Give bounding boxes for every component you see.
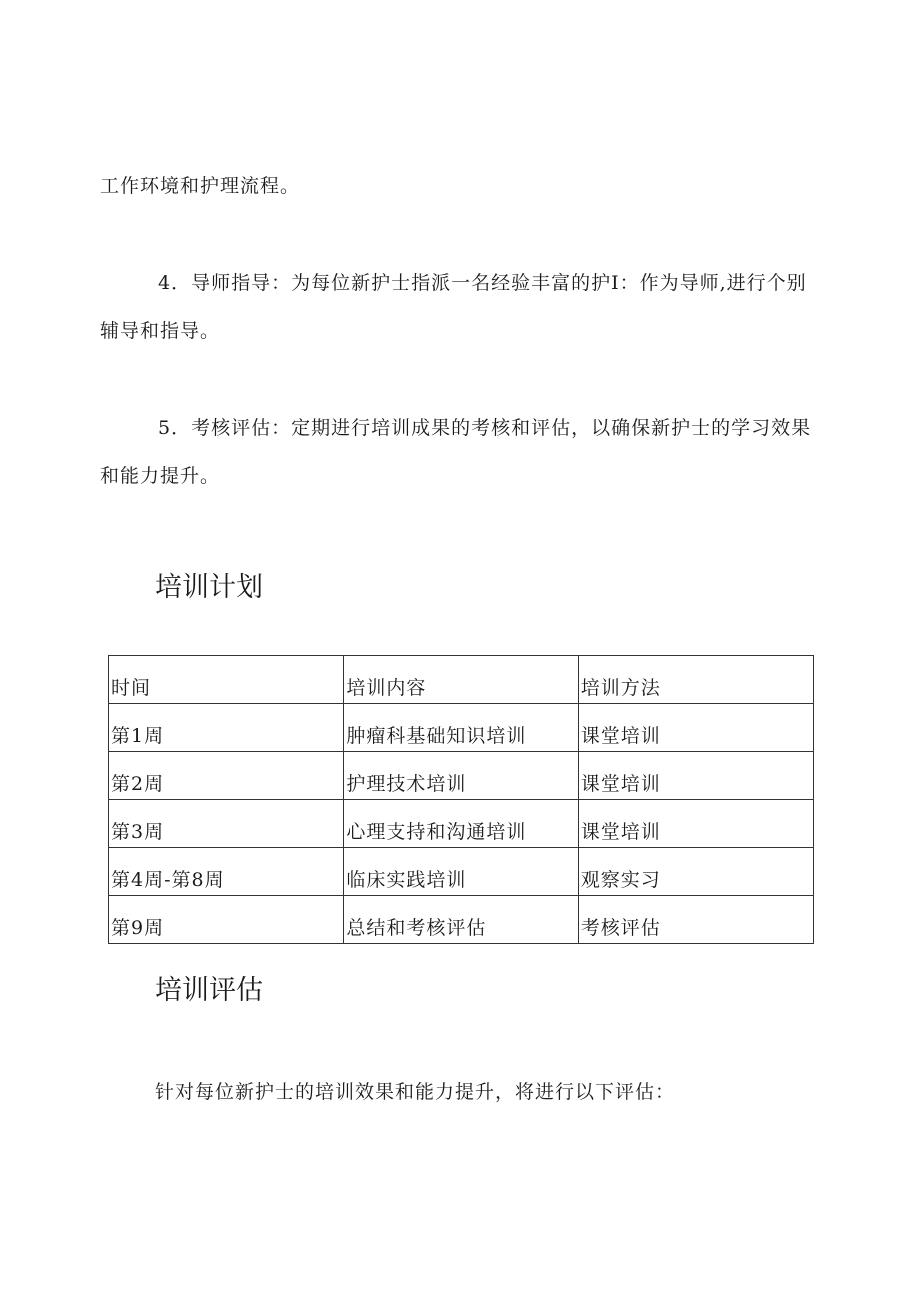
cell-content: 护理技术培训: [344, 752, 578, 800]
header-method: 培训方法: [578, 656, 813, 704]
paragraph-evaluation-intro: 针对每位新护士的培训效果和能力提升，将进行以下评估：: [155, 1081, 676, 1103]
cell-method: 课堂培训: [578, 752, 813, 800]
cell-method: 考核评估: [578, 896, 813, 944]
cell-method: 课堂培训: [578, 704, 813, 752]
cell-content: 心理支持和沟通培训: [344, 800, 578, 848]
cell-content: 临床实践培训: [344, 848, 578, 896]
table-row: [109, 800, 814, 848]
header-time: 时间: [109, 656, 344, 704]
heading-training-evaluation: 培训评估: [155, 975, 263, 1006]
cell-content: 总结和考核评估: [344, 896, 578, 944]
cell-method: 课堂培训: [578, 800, 813, 848]
heading-training-plan: 培训计划: [155, 572, 263, 603]
paragraph-work-environment: 工作环境和护理流程。: [100, 175, 301, 197]
cell-time: 第4周-第8周: [109, 848, 344, 896]
cell-time: 第3周: [109, 800, 344, 848]
table-header-row: [109, 656, 814, 704]
cell-content: 肿瘤科基础知识培训: [344, 704, 578, 752]
cell-time: 第1周: [109, 704, 344, 752]
cell-time: 第2周: [109, 752, 344, 800]
table-row: [109, 848, 814, 896]
cell-method: 观察实习: [578, 848, 813, 896]
table-row: [109, 896, 814, 944]
header-content: 培训内容: [344, 656, 578, 704]
table-row: [109, 704, 814, 752]
cell-time: 第9周: [109, 896, 344, 944]
table-row: [109, 752, 814, 800]
paragraph-assessment: 5．考核评估：定期进行培训成果的考核和评估，以确保新护士的学习效果和能力提升。: [100, 417, 812, 487]
paragraph-mentor-guidance: 4．导师指导：为每位新护士指派一名经验丰富的护I：作为导师,进行个别辅导和指导。: [100, 272, 807, 342]
training-plan-table: [108, 655, 814, 944]
